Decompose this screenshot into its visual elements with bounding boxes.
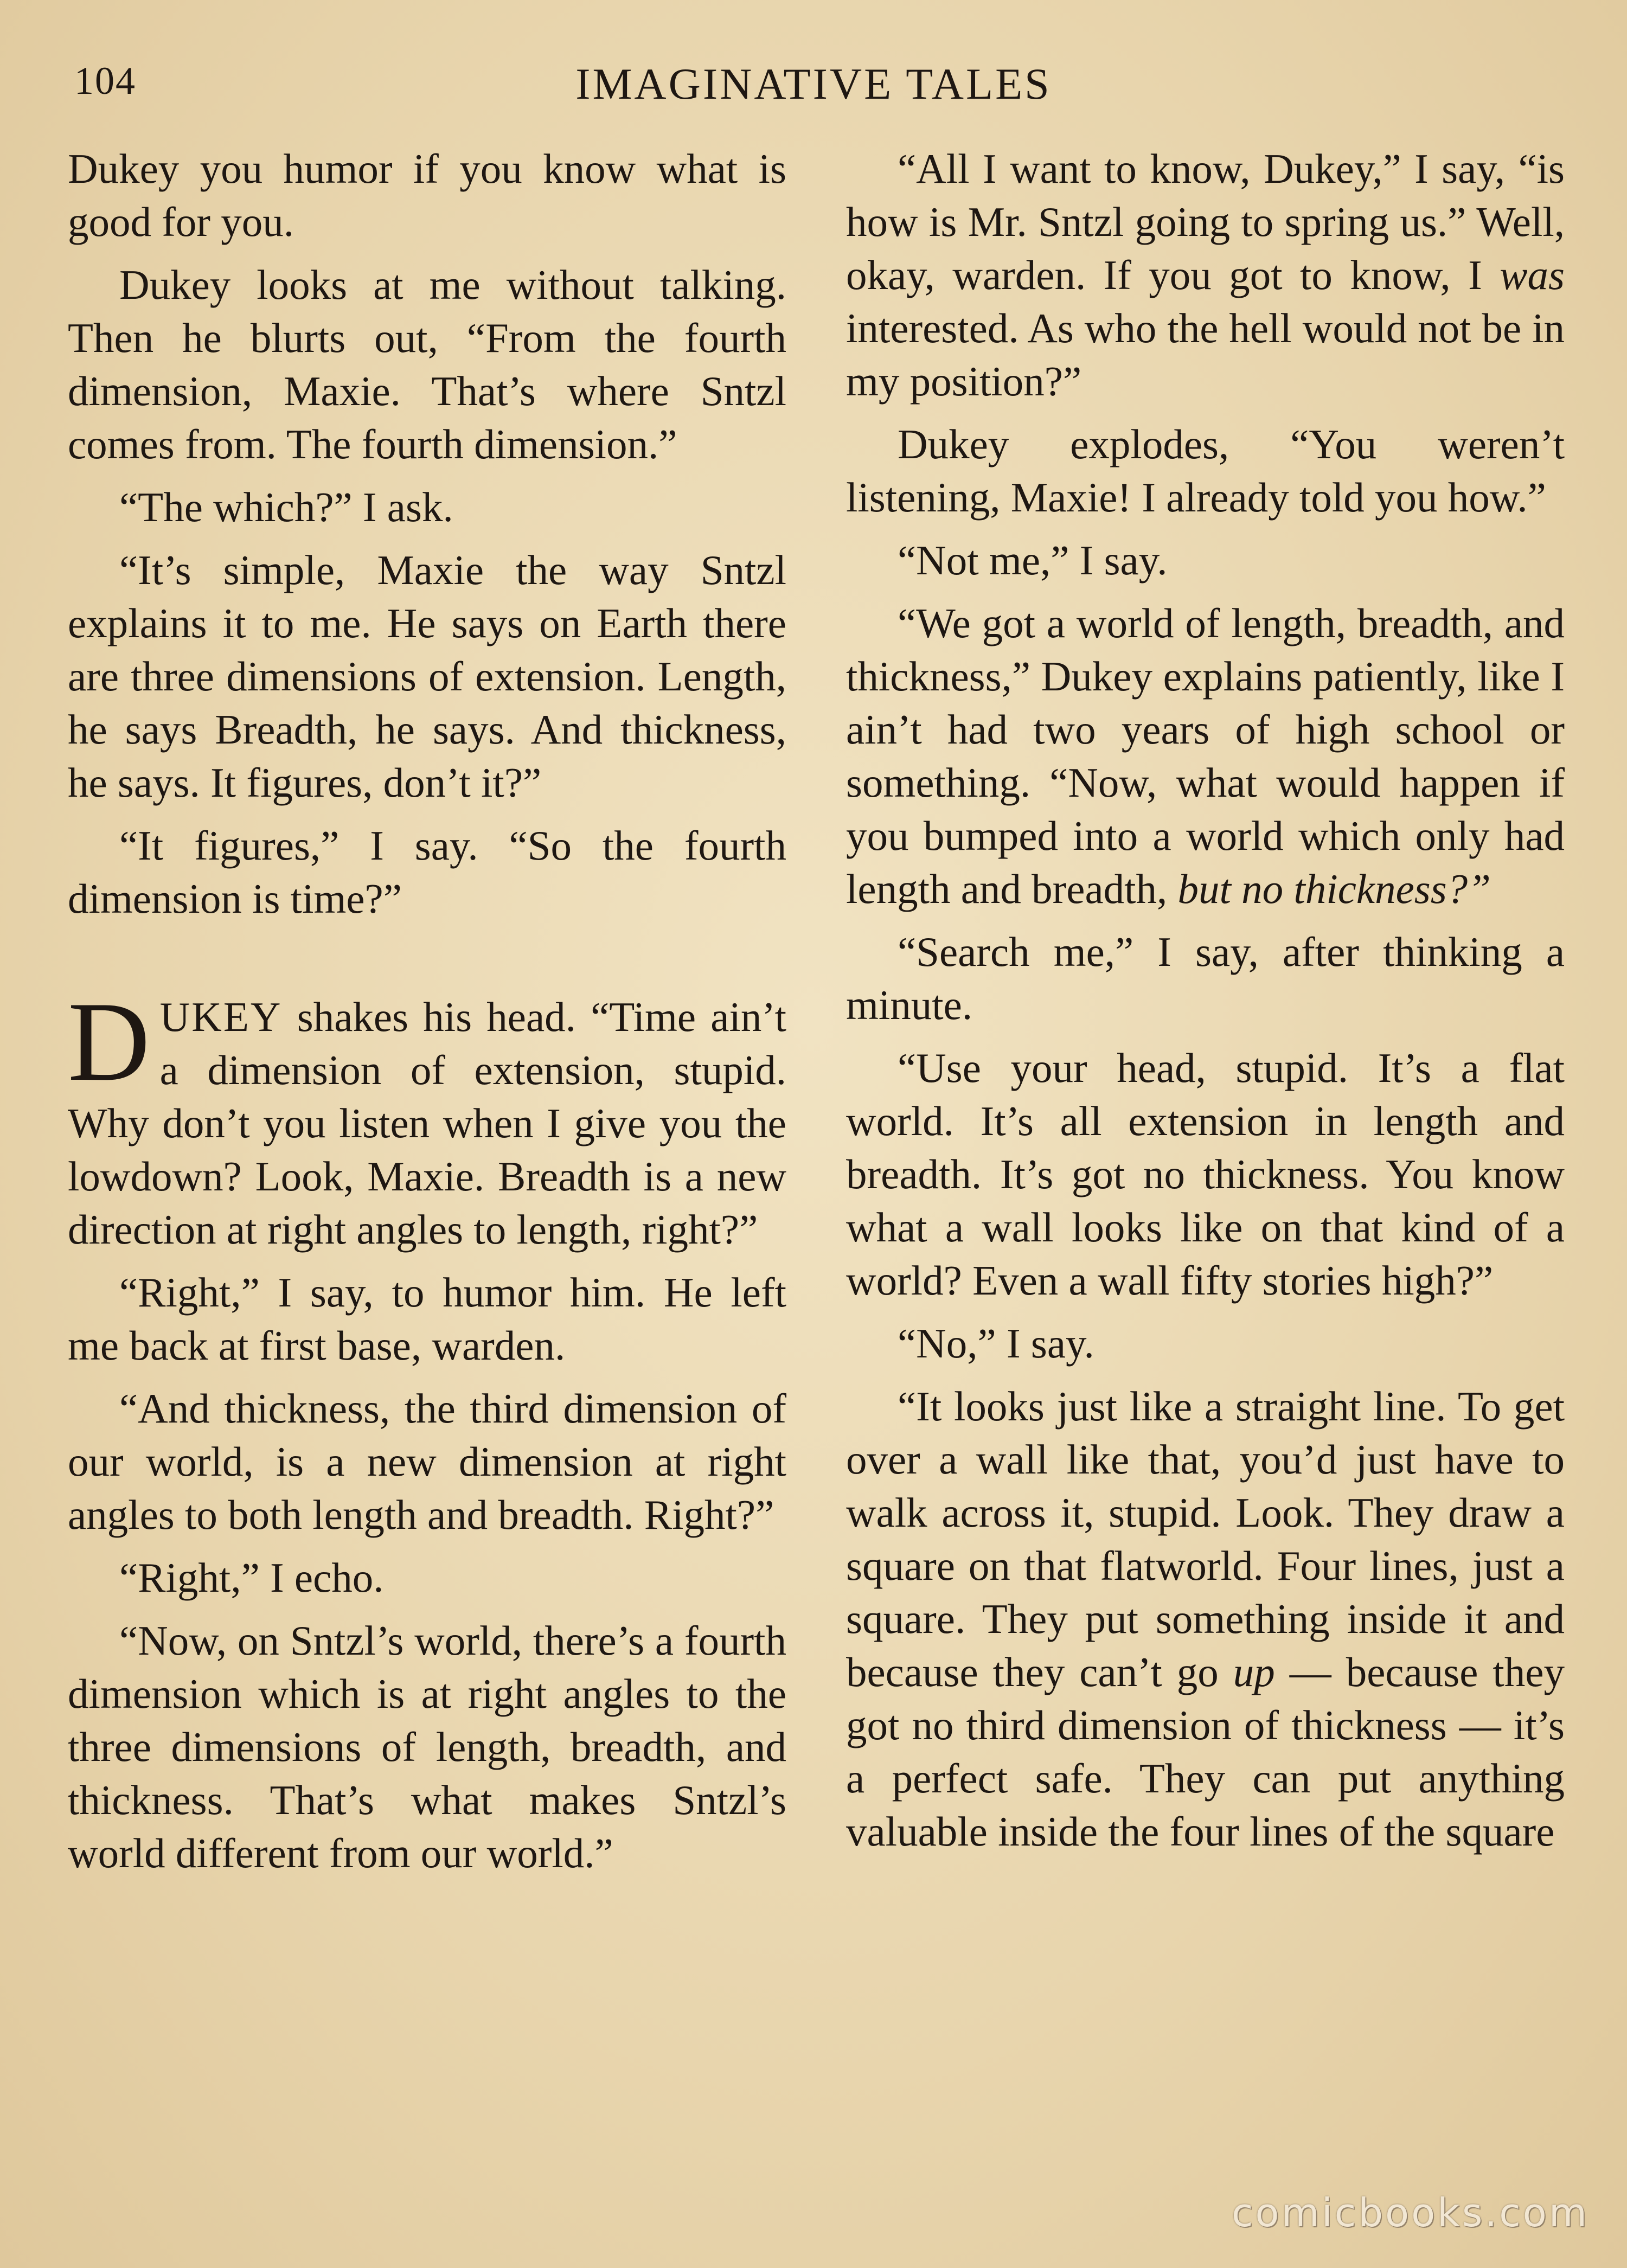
paragraph: [846, 142, 1565, 408]
paragraph: Dukey looks at me without talking. Then he blurts out, “From the fourth dimension, Maxie. That’s where Sntzl comes from. The fourth dimension.”: [68, 261, 786, 467]
running-title: IMAGINATIVE TALES: [575, 59, 1052, 108]
left-column: [68, 142, 786, 1889]
paragraph: “And thickness, the third dimension of our world, is a new dimension at right angles to both length and breadth. Right?”: [68, 1385, 786, 1538]
watermark: comicbooks.com: [1231, 2190, 1589, 2235]
right-column: [846, 142, 1565, 1868]
paragraph-text: “It looks just like a straight line. To get over a wall like that, you’d just have to walk across it, stupid. Look. They draw a square on that flatworld. Four lines, just a square. They put something inside it and because they can’t go: [846, 1383, 1565, 1695]
paragraph: “Use your head, stupid. It’s a flat world. It’s all extension in length and breadth. It’s got no thickness. You know what a wall looks like on that kind of a world? Even a wall fifty stories high?”: [846, 1045, 1565, 1304]
paragraph: “Now, on Sntzl’s world, there’s a fourth dimension which is at right angles to the three dimensions of length, breadth, and thickness. That’s what makes Sntzl’s world different from our world.”: [68, 1617, 786, 1876]
paragraph: “No,” I say.: [898, 1320, 1094, 1367]
paragraph-text: shakes his head. “Time ain’t a dimension of extension, stupid. Why don’t you listen when I give you the lowdown? Look, Maxie. Breadth is a new direction at right angles to length, right?”: [68, 994, 786, 1253]
drop-cap: D: [68, 979, 150, 1105]
paragraph-text: interested. As who the hell would not be in my position?”: [846, 305, 1565, 405]
paragraph-text: “We got a world of length, breadth, and thickness,” Dukey explains patiently, like I ain’t had two years of high school or something. “Now, what would happen if you bumped into a world which only had length and breadth,: [846, 600, 1565, 912]
page-number: 104: [74, 59, 136, 102]
paragraph-text: — because they got no third dimension of thickness — it’s a perfect safe. They can put anything valuable inside the four lines of the square: [846, 1649, 1565, 1855]
page-header: [68, 59, 1559, 113]
small-caps-lead: UKEY: [159, 994, 283, 1040]
paragraph: “Not me,” I say.: [898, 537, 1168, 584]
paragraph: “Right,” I say, to humor him. He left me back at first base, warden.: [68, 1269, 786, 1369]
paragraph-text: “All I want to know, Dukey,” I say, “is how is Mr. Sntzl going to spring us.” Well, okay, warden. If you got to know, I: [846, 145, 1565, 298]
paragraph: “Right,” I echo.: [119, 1554, 384, 1601]
paragraph: Dukey explodes, “You weren’t listening, Maxie! I already told you how.”: [846, 421, 1565, 521]
section-opening-paragraph: [68, 979, 786, 1256]
paragraph: “It’s simple, Maxie the way Sntzl explains it to me. He says on Earth there are three dimensions of extension. Length, he says Breadth, he says. And thickness, he says. It figures, don’t it?”: [68, 547, 786, 806]
emphasis: but no thickness?”: [1177, 866, 1491, 912]
paragraph: Dukey you humor if you know what is good for you.: [68, 145, 786, 245]
emphasis: up: [1233, 1649, 1275, 1695]
paragraph: “The which?” I ask.: [119, 484, 453, 530]
emphasis: was: [1500, 252, 1565, 298]
paragraph: [846, 1380, 1565, 1858]
paragraph: “Search me,” I say, after thinking a minute.: [846, 928, 1565, 1028]
paragraph: “It figures,” I say. “So the fourth dimension is time?”: [68, 822, 786, 922]
paragraph: [846, 597, 1565, 915]
